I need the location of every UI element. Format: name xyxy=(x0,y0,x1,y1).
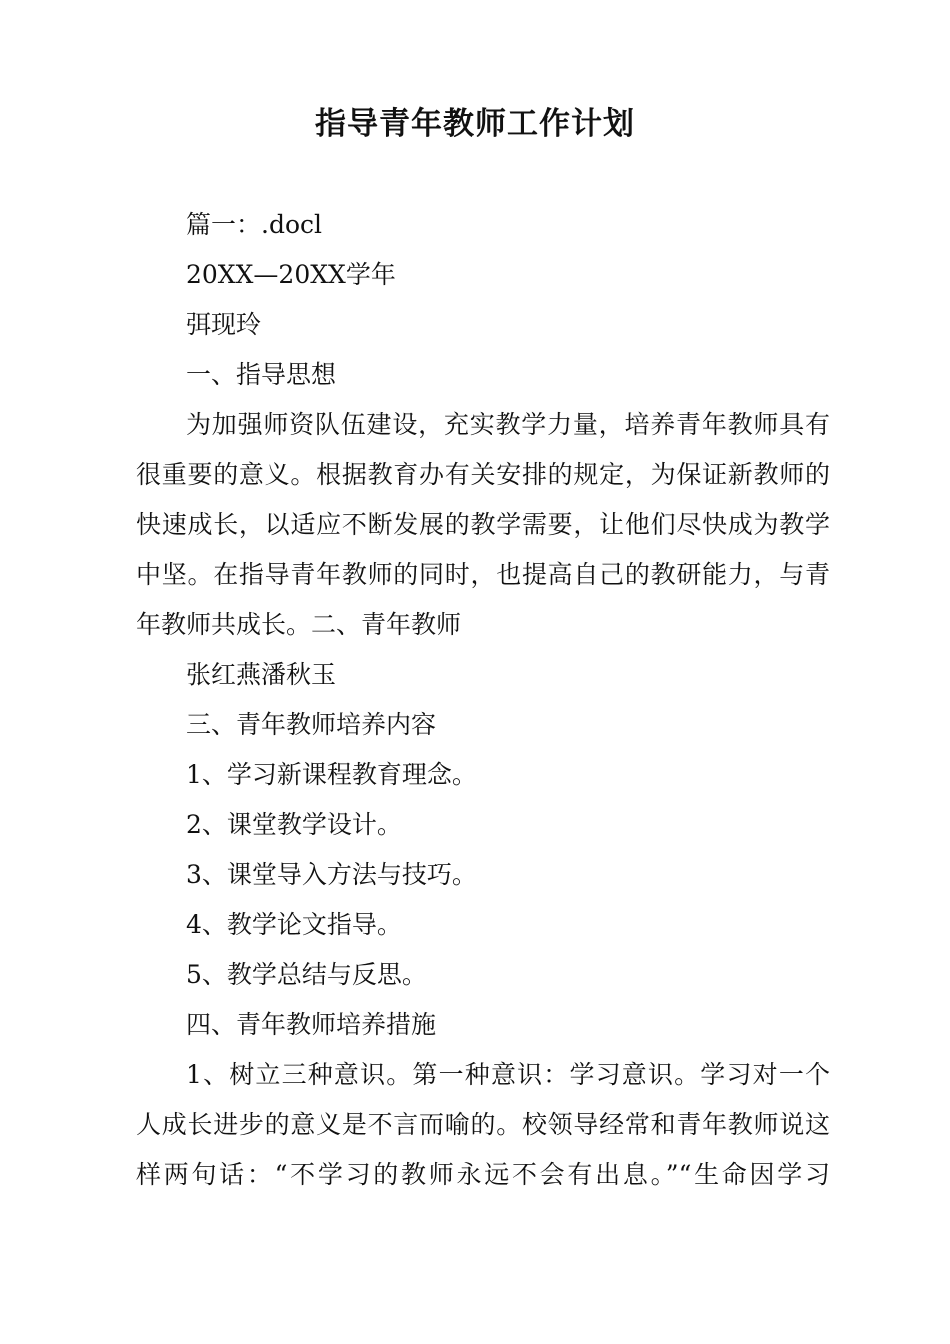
section-heading-guiding-thought: 一、指导思想 xyxy=(186,360,337,389)
list-item: 2、课堂教学设计。 xyxy=(186,810,402,839)
paragraph-line: 中坚。在指导青年教师的同时，也提高自己的教研能力，与青 xyxy=(136,560,830,589)
teacher-names: 张红燕潘秋玉 xyxy=(186,660,337,689)
paragraph-line: 很重要的意义。根据教育办有关安排的规定，为保证新教师的 xyxy=(136,460,830,489)
paragraph-line: 年教师共成长。二、青年教师 xyxy=(136,610,462,639)
author-name: 弭现玲 xyxy=(186,310,262,339)
document-body xyxy=(136,200,830,1200)
list-item: 3、课堂导入方法与技巧。 xyxy=(186,860,477,889)
paragraph-line: 人成长进步的意义是不言而喻的。校领导经常和青年教师说这 xyxy=(136,1110,830,1139)
section-heading-training-measures: 四、青年教师培养措施 xyxy=(186,1010,437,1039)
paragraph-line: 样两句话：“不学习的教师永远不会有出息。”“生命因学习 xyxy=(136,1160,830,1189)
paragraph-line: 为加强师资队伍建设，充实教学力量，培养青年教师具有 xyxy=(186,410,830,439)
section-heading-training-content: 三、青年教师培养内容 xyxy=(186,710,437,739)
list-item: 5、教学总结与反思。 xyxy=(186,960,427,989)
paragraph-line: 1、树立三种意识。第一种意识：学习意识。学习对一个 xyxy=(186,1060,830,1089)
school-year-line: 20XX—20XX学年 xyxy=(186,260,396,289)
list-item: 1、学习新课程教育理念。 xyxy=(186,760,477,789)
paragraph-line: 快速成长，以适应不断发展的教学需要，让他们尽快成为教学 xyxy=(136,510,830,539)
list-item: 4、教学论文指导。 xyxy=(186,910,402,939)
section-heading-part-one: 篇一：.docl xyxy=(186,210,322,239)
document-title: 指导青年教师工作计划 xyxy=(315,106,635,142)
